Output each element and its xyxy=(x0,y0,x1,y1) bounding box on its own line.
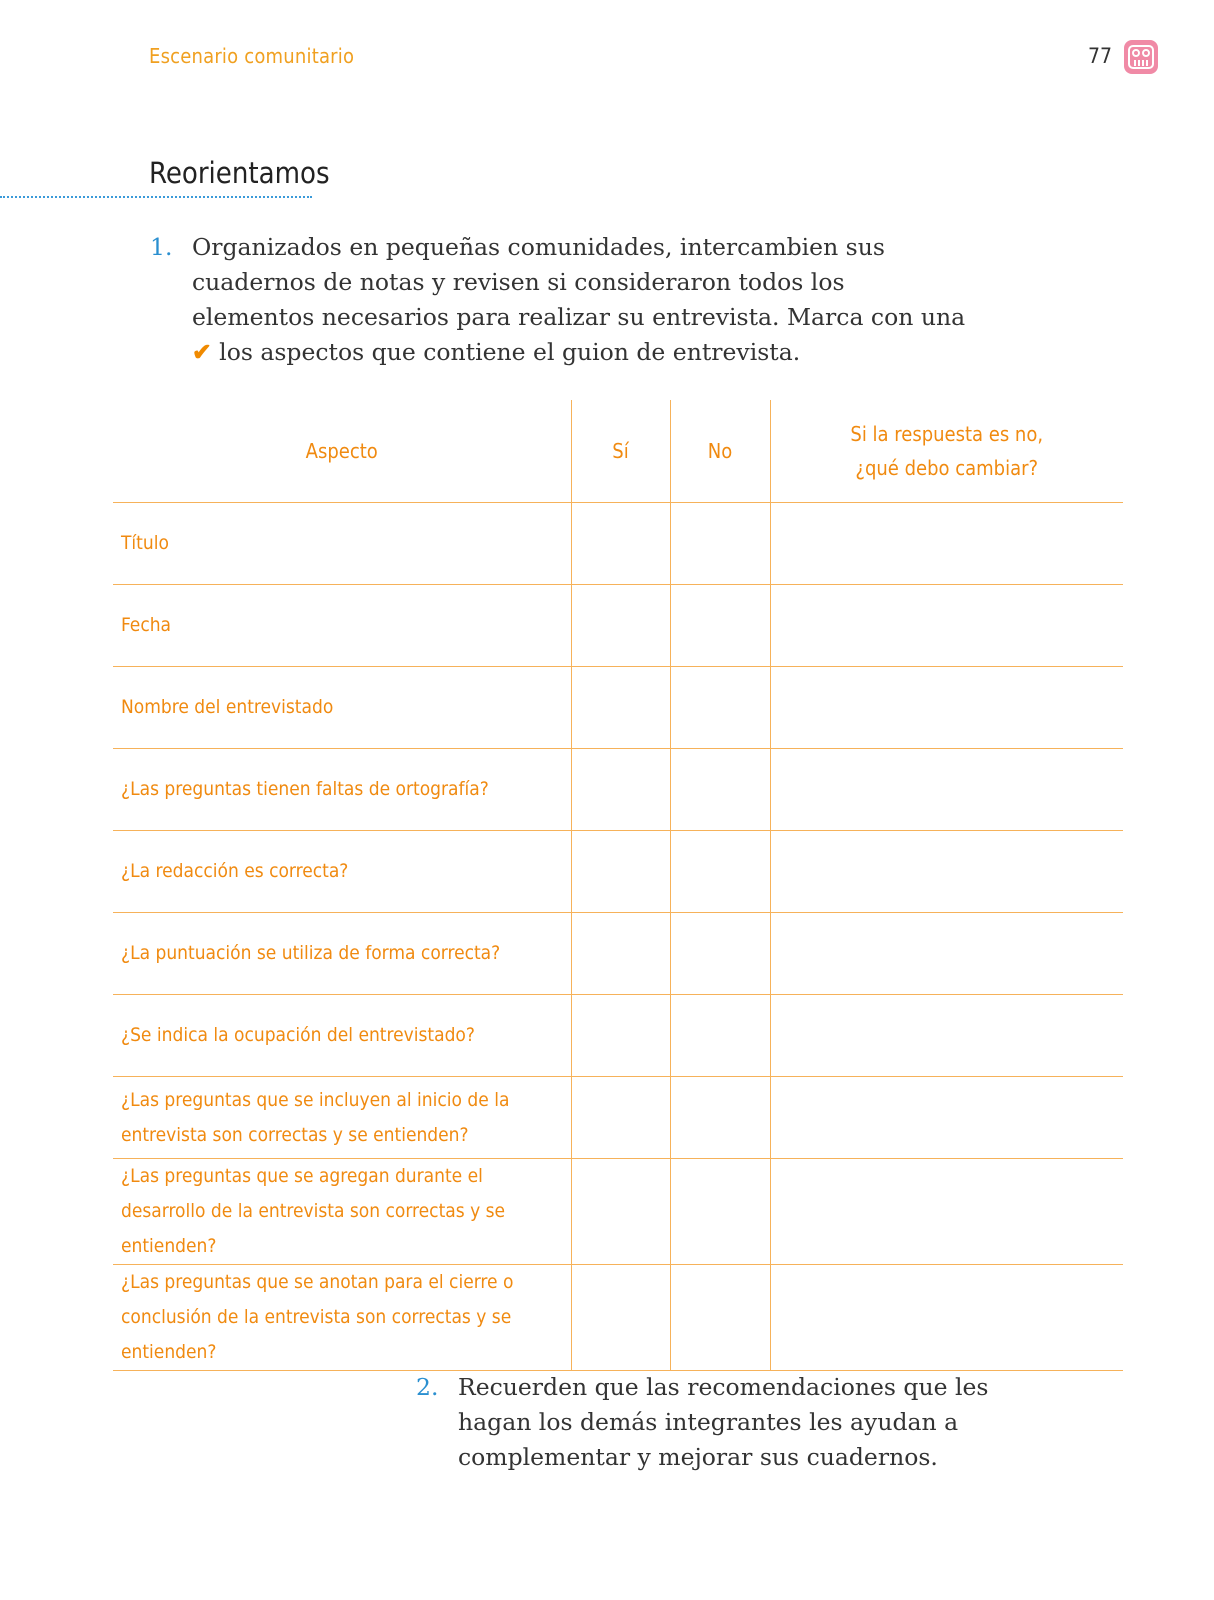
aspect-cell: ¿La puntuación se utiliza de forma correcta? xyxy=(113,913,571,995)
header-no: No xyxy=(670,400,770,503)
mask-logo-icon xyxy=(1124,40,1158,74)
activity-1 xyxy=(150,230,970,370)
change-cell[interactable] xyxy=(770,831,1123,913)
change-cell[interactable] xyxy=(770,1077,1123,1159)
aspect-cell: Título xyxy=(113,503,571,585)
aspect-cell: ¿Las preguntas que se anotan para el cierre o conclusión de la entrevista son correctas y se entienden? xyxy=(113,1265,571,1371)
activity-1-text xyxy=(192,230,970,370)
table-row xyxy=(113,1077,1123,1159)
aspect-cell: ¿La redacción es correcta? xyxy=(113,831,571,913)
interview-checklist-table xyxy=(113,400,1123,1371)
activity-2-text: Recuerden que las recomendaciones que les hagan los demás integrantes les ayudan a complementar y mejorar sus cuadernos. xyxy=(458,1373,989,1471)
activity-2-number: 2. xyxy=(416,1373,439,1401)
no-cell[interactable] xyxy=(670,1077,770,1159)
yes-cell[interactable] xyxy=(571,585,670,667)
change-cell[interactable] xyxy=(770,667,1123,749)
table-row xyxy=(113,1159,1123,1265)
change-cell[interactable] xyxy=(770,913,1123,995)
activity-2 xyxy=(416,1370,1016,1475)
page-number: 77 xyxy=(1088,44,1113,68)
table-row xyxy=(113,913,1123,995)
yes-cell[interactable] xyxy=(571,1159,670,1265)
yes-cell[interactable] xyxy=(571,503,670,585)
no-cell[interactable] xyxy=(670,1265,770,1371)
header-yes: Sí xyxy=(571,400,670,503)
table-row xyxy=(113,831,1123,913)
header-change xyxy=(770,400,1123,503)
aspect-cell: ¿Las preguntas tienen faltas de ortografía? xyxy=(113,749,571,831)
table-row xyxy=(113,1265,1123,1371)
table-row xyxy=(113,667,1123,749)
change-cell[interactable] xyxy=(770,995,1123,1077)
change-cell[interactable] xyxy=(770,1265,1123,1371)
activity-1-text-before: Organizados en pequeñas comunidades, intercambien sus cuadernos de notas y revisen si consideraron todos los elementos necesarios para realizar su entrevista. Marca con una xyxy=(192,233,966,331)
header-change-line1: Si la respuesta es no, xyxy=(850,422,1044,446)
change-cell[interactable] xyxy=(770,585,1123,667)
no-cell[interactable] xyxy=(670,995,770,1077)
checkmark-icon: ✔ xyxy=(192,338,212,366)
change-cell[interactable] xyxy=(770,1159,1123,1265)
table-row xyxy=(113,749,1123,831)
title-dotted-rule xyxy=(0,196,312,198)
activity-1-text-after: los aspectos que contiene el guion de entrevista. xyxy=(211,338,801,366)
change-cell[interactable] xyxy=(770,749,1123,831)
aspect-cell: Fecha xyxy=(113,585,571,667)
yes-cell[interactable] xyxy=(571,995,670,1077)
no-cell[interactable] xyxy=(670,667,770,749)
table-header-row xyxy=(113,400,1123,503)
yes-cell[interactable] xyxy=(571,913,670,995)
yes-cell[interactable] xyxy=(571,1265,670,1371)
yes-cell[interactable] xyxy=(571,667,670,749)
aspect-cell: ¿Se indica la ocupación del entrevistado? xyxy=(113,995,571,1077)
table-row xyxy=(113,503,1123,585)
table-row xyxy=(113,995,1123,1077)
no-cell[interactable] xyxy=(670,913,770,995)
aspect-cell: Nombre del entrevistado xyxy=(113,667,571,749)
yes-cell[interactable] xyxy=(571,831,670,913)
activity-1-number: 1. xyxy=(150,233,173,261)
yes-cell[interactable] xyxy=(571,1077,670,1159)
section-header: Escenario comunitario xyxy=(149,44,355,68)
no-cell[interactable] xyxy=(670,1159,770,1265)
no-cell[interactable] xyxy=(670,831,770,913)
no-cell[interactable] xyxy=(670,585,770,667)
aspect-cell: ¿Las preguntas que se agregan durante el desarrollo de la entrevista son correctas y se entienden? xyxy=(113,1159,571,1265)
header-aspect: Aspecto xyxy=(113,400,571,503)
header-change-line2: ¿qué debo cambiar? xyxy=(855,456,1039,480)
table-row xyxy=(113,585,1123,667)
no-cell[interactable] xyxy=(670,749,770,831)
aspect-cell: ¿Las preguntas que se incluyen al inicio de la entrevista son correctas y se entienden? xyxy=(113,1077,571,1159)
section-title: Reorientamos xyxy=(149,156,330,190)
no-cell[interactable] xyxy=(670,503,770,585)
change-cell[interactable] xyxy=(770,503,1123,585)
yes-cell[interactable] xyxy=(571,749,670,831)
